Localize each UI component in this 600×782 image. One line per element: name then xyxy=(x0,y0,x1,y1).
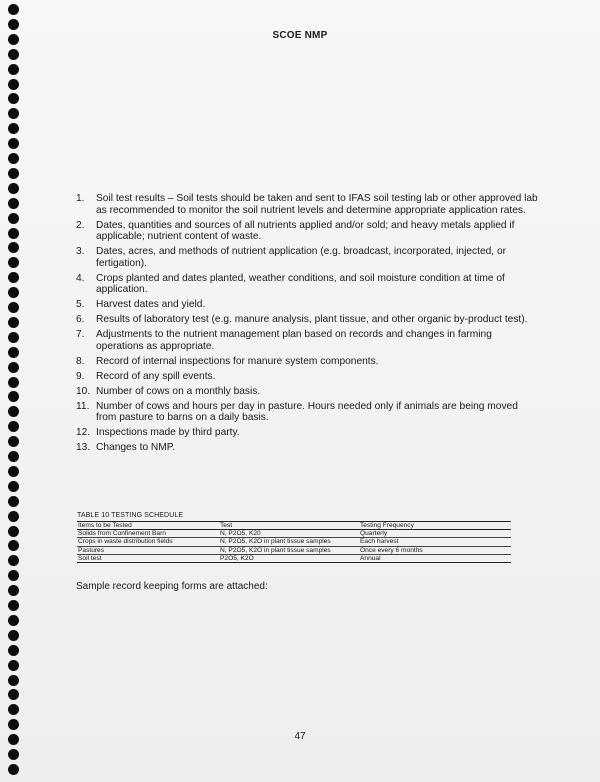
list-item xyxy=(76,401,538,424)
list-text: Number of cows on a monthly basis. xyxy=(96,385,261,397)
list-text: Results of laboratory test (e.g. manure analysis, plant tissue, and other organic by-product test). xyxy=(96,314,528,326)
binding-hole xyxy=(8,19,19,30)
binding-hole xyxy=(8,213,19,224)
binding-hole xyxy=(8,645,19,656)
binding-hole xyxy=(8,540,19,551)
binding-hole xyxy=(8,436,19,447)
list-text: Adjustments to the nutrient management plan based on records and changes in farming operations as appropriate. xyxy=(96,329,492,352)
table-cell: Solids from Confinement Barn xyxy=(78,530,166,538)
table-caption: TABLE 10 TESTING SCHEDULE xyxy=(77,512,184,519)
list-number: 9. xyxy=(76,370,85,382)
testing-schedule-table xyxy=(77,521,511,563)
list-item xyxy=(76,220,538,243)
table-header-row xyxy=(77,522,511,530)
binding-hole xyxy=(8,153,19,164)
spiral-binding xyxy=(8,4,20,780)
list-item xyxy=(76,356,538,368)
binding-hole xyxy=(8,600,19,611)
list-number: 11. xyxy=(76,400,90,412)
binding-hole xyxy=(8,511,19,522)
column-header: Testing Frequency xyxy=(360,522,414,529)
binding-hole xyxy=(8,332,19,343)
list-number: 4. xyxy=(76,272,85,284)
binding-hole xyxy=(8,257,19,268)
list-item xyxy=(76,329,538,352)
list-number: 1. xyxy=(76,193,85,204)
binding-hole xyxy=(8,198,19,209)
list-number: 2. xyxy=(76,219,85,231)
binding-hole xyxy=(8,630,19,641)
binding-hole xyxy=(8,526,19,537)
table-row xyxy=(77,538,511,546)
binding-hole xyxy=(8,764,19,775)
list-text: Dates, acres, and methods of nutrient application (e.g. broadcast, incorporated, injected, or fertigation). xyxy=(96,246,506,269)
list-item xyxy=(76,314,538,326)
table-row xyxy=(77,546,511,554)
binding-hole xyxy=(8,555,19,566)
table-row xyxy=(77,530,511,538)
list-text: Soil test results – Soil tests should be taken and sent to IFAS soil testing lab or other approved lab as recommended to monitor the soil nutrient levels and determine appropriate application rates. xyxy=(96,193,538,216)
binding-hole xyxy=(8,287,19,298)
binding-hole xyxy=(8,377,19,388)
binding-hole xyxy=(8,421,19,432)
binding-hole xyxy=(8,347,19,358)
attachment-note: Sample record keeping forms are attached: xyxy=(76,581,268,592)
binding-hole xyxy=(8,79,19,90)
list-item xyxy=(76,299,538,311)
table-cell: Once every 6 months xyxy=(360,546,423,554)
list-text: Dates, quantities and sources of all nutrients applied and/or sold; and heavy metals applied if applicable; nutrient content of waste. xyxy=(96,219,515,243)
binding-hole xyxy=(8,4,19,15)
list-item xyxy=(76,371,538,383)
table-cell: Quarterly xyxy=(360,530,388,538)
table-cell: Each harvest xyxy=(360,538,399,546)
list-text: Crops planted and dates planted, weather conditions, and soil moisture condition at time of application. xyxy=(96,272,505,296)
binding-hole xyxy=(8,585,19,596)
binding-hole xyxy=(8,228,19,239)
table-cell: Pastures xyxy=(78,546,105,554)
binding-hole xyxy=(8,466,19,477)
binding-hole xyxy=(8,704,19,715)
binding-hole xyxy=(8,496,19,507)
binding-hole xyxy=(8,749,19,760)
list-item xyxy=(76,386,538,398)
table-cell: Crops in waste distribution fields xyxy=(78,538,173,546)
binding-hole xyxy=(8,719,19,730)
list-number: 13. xyxy=(76,442,91,454)
list-text: Inspections made by third party. xyxy=(96,427,240,439)
binding-hole xyxy=(8,615,19,626)
binding-hole xyxy=(8,272,19,283)
binding-hole xyxy=(8,93,19,104)
list-text: Harvest dates and yield. xyxy=(96,299,206,311)
binding-hole xyxy=(8,362,19,373)
list-number: 10. xyxy=(76,385,91,397)
table-cell: N, P2O5, K20 xyxy=(220,530,261,538)
page-title: SCOE NMP xyxy=(272,30,328,41)
binding-hole xyxy=(8,406,19,417)
binding-hole xyxy=(8,675,19,686)
binding-hole xyxy=(8,64,19,75)
list-item xyxy=(76,193,538,216)
page-number: 47 xyxy=(294,731,306,742)
table-cell: Annual xyxy=(360,554,381,562)
column-header: Items to be Tested xyxy=(78,522,132,529)
binding-hole xyxy=(8,451,19,462)
record-list xyxy=(76,193,538,457)
list-text: Record of internal inspections for manure system components. xyxy=(96,355,379,367)
binding-hole xyxy=(8,123,19,134)
list-item xyxy=(76,427,538,439)
binding-hole xyxy=(8,317,19,328)
list-text: Number of cows and hours per day in pasture. Hours needed only if animals are being moved from pasture to barns on a daily basis. xyxy=(96,400,518,424)
binding-hole xyxy=(8,689,19,700)
list-text: Changes to NMP. xyxy=(96,442,176,454)
list-item xyxy=(76,246,538,269)
binding-hole xyxy=(8,302,19,313)
binding-hole xyxy=(8,481,19,492)
binding-hole xyxy=(8,168,19,179)
table-cell: P2O5, K2O xyxy=(220,554,254,562)
binding-hole xyxy=(8,49,19,60)
binding-hole xyxy=(8,138,19,149)
list-text: Record of any spill events. xyxy=(96,370,216,382)
list-number: 6. xyxy=(76,314,85,326)
table-cell: N, P2O5, K2O in plant tissue samples xyxy=(220,546,331,554)
binding-hole xyxy=(8,660,19,671)
list-number: 5. xyxy=(76,299,85,311)
list-number: 7. xyxy=(76,329,85,341)
table-cell: N, P2O5, K2O in plant tissue samples xyxy=(220,538,331,546)
column-header: Test xyxy=(220,522,233,529)
list-item xyxy=(76,273,538,296)
binding-hole xyxy=(8,108,19,119)
list-number: 12. xyxy=(76,427,91,439)
binding-hole xyxy=(8,242,19,253)
list-item xyxy=(76,442,538,454)
binding-hole xyxy=(8,391,19,402)
table-row xyxy=(77,554,511,562)
list-number: 8. xyxy=(76,355,85,367)
list-number: 3. xyxy=(76,246,85,258)
binding-hole xyxy=(8,570,19,581)
table-cell: Soil test xyxy=(78,554,102,562)
binding-hole xyxy=(8,183,19,194)
